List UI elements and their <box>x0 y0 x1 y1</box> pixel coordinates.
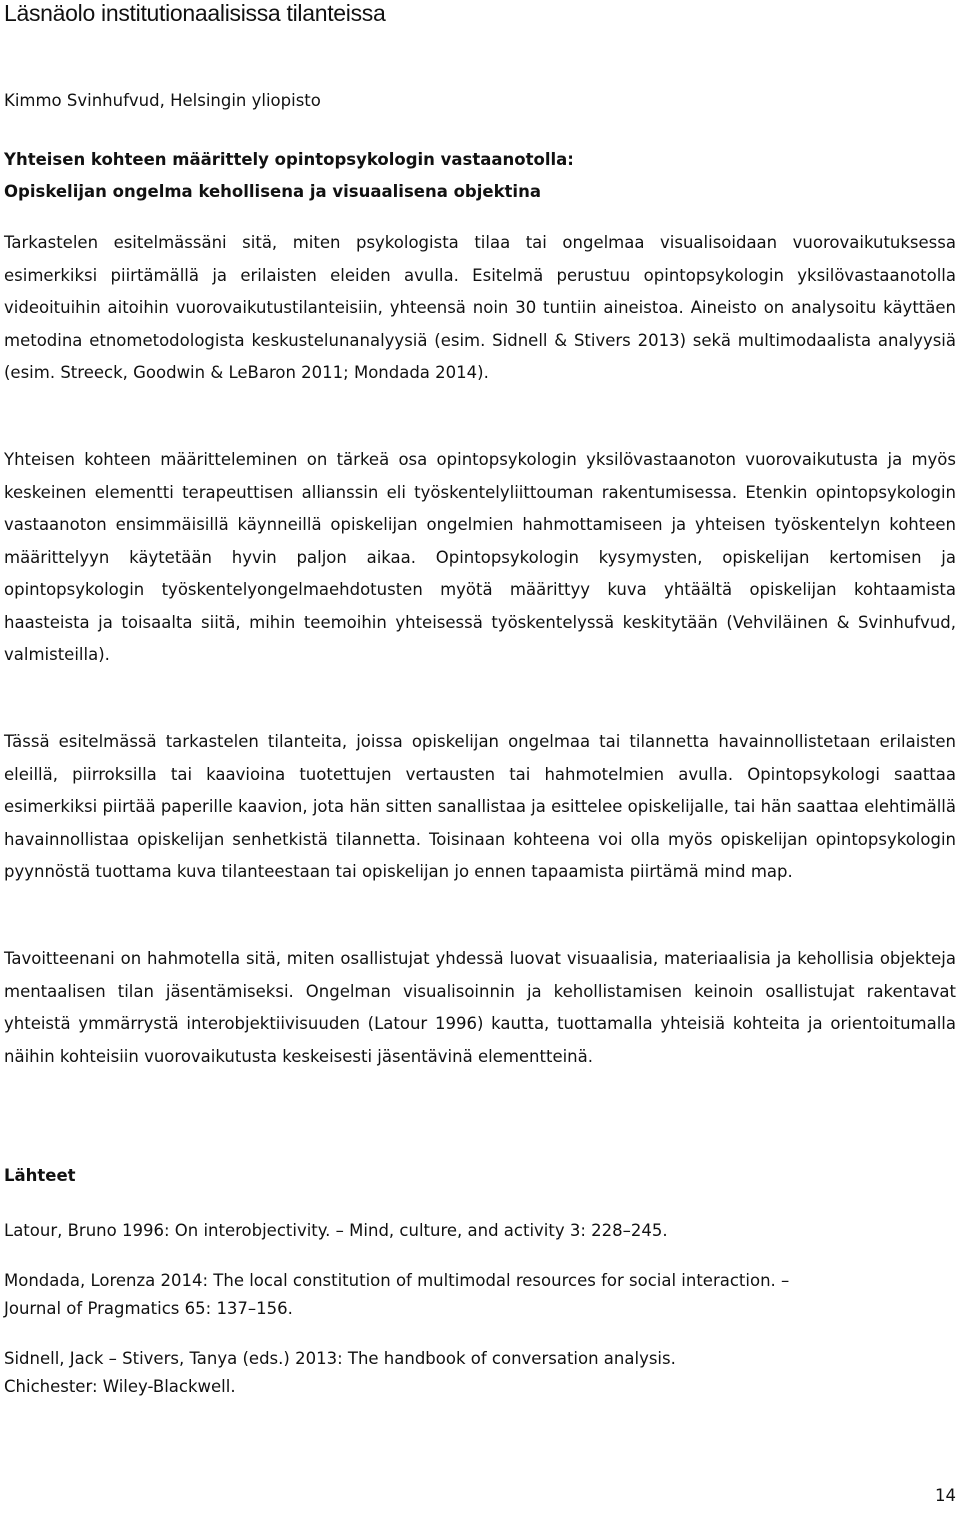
reference-line: Journal of Pragmatics 65: 137–156. <box>4 1299 293 1318</box>
reference-item <box>4 1217 956 1245</box>
reference-item <box>4 1267 956 1323</box>
references-heading: Lähteet <box>4 1166 76 1185</box>
subtitle-line-1: Yhteisen kohteen määrittely opintopsykologin vastaanotolla: <box>4 150 574 169</box>
paragraph-4: Tavoitteenani on hahmotella sitä, miten osallistujat yhdessä luovat visuaalisia, materiaalisia ja kehollisia objekteja mentaalisen tilan jäsentämiseksi. Ongelman visualisoinnin ja kehollistamisen keinoin osallistujat rakentavat yhteistä ymmärrystä interobjektiivisuuden (Latour 1996) kautta, tuottamalla yhteisiä kohteita ja orientoitumalla näihin kohteisiin vuorovaikutusta keskeisesti jäsentävinä elementteinä. <box>4 949 956 1066</box>
reference-line: Chichester: Wiley-Blackwell. <box>4 1377 236 1396</box>
paragraph-2: Yhteisen kohteen määritteleminen on tärkeä osa opintopsykologin yksilövastaanoton vuorovaikutusta ja myös keskeinen elementti terapeuttisen allianssin eli työskentelyliittouman rakentumisessa. Etenkin opintopsykologin vastaanoton ensimmäisillä käynneillä opiskelijan ongelmien hahmottamiseen ja yhteisen työskentelyn kohteen määrittelyyn käytetään hyvin paljon aikaa. Opintopsykologin kysymysten, opiskelijan kertomisen ja opintopsykologin työskentelyongelmaehdotusten myötä määrittyy kuva yhtäältä opiskelijan kohtaamista haasteista ja toisaalta siitä, mihin teemoihin yhteisessä työskentelyssä keskitytään (Vehviläinen & Svinhufvud, valmisteilla). <box>4 450 956 664</box>
page-number: 14 <box>935 1486 956 1505</box>
reference-item <box>4 1345 956 1401</box>
reference-line: Sidnell, Jack – Stivers, Tanya (eds.) 2013: The handbook of conversation analysis. <box>4 1349 676 1368</box>
document-title: Läsnäolo institutionaalisissa tilanteissa <box>4 0 386 26</box>
presentation-subtitle <box>4 144 574 208</box>
paragraph-1: Tarkastelen esitelmässäni sitä, miten psykologista tilaa tai ongelmaa visualisoidaan vuorovaikutuksessa esimerkiksi piirtämällä ja erilaisten eleiden avulla. Esitelmä perustuu opintopsykologin yksilövastaanotolla videoituihin aitoihin vuorovaikutustilanteisiin, yhteensä noin 30 tuntiin aineistoa. Aineisto on analysoitu käyttäen metodina etnometodologista keskustelunanalyysiä (esim. Sidnell & Stivers 2013) sekä multimodaalista analyysiä (esim. Streeck, Goodwin & LeBaron 2011; Mondada 2014). <box>4 233 956 382</box>
author-line: Kimmo Svinhufvud, Helsingin yliopisto <box>4 91 321 110</box>
reference-line: Mondada, Lorenza 2014: The local constitution of multimodal resources for social interaction. – <box>4 1271 790 1290</box>
paragraph-3: Tässä esitelmässä tarkastelen tilanteita, joissa opiskelijan ongelmaa tai tilannetta havainnollistetaan erilaisten eleillä, piirroksilla tai kaavioina tuotettujen vertausten tai hahmotelmien avulla. Opintopsykologi saattaa esimerkiksi piirtää paperille kaavion, jota hän sitten sanallistaa ja esittelee opiskelijalle, tai hän saattaa elehtimällä havainnollistaa opiskelijan senhetkistä tilannetta. Toisinaan kohteena voi olla myös opiskelijan opintopsykologin pyynnöstä tuottama kuva tilanteestaan tai opiskelijan jo ennen tapaamista piirtämä mind map. <box>4 732 956 881</box>
subtitle-line-2: Opiskelijan ongelma kehollisena ja visuaalisena objektina <box>4 182 541 201</box>
reference-line: Latour, Bruno 1996: On interobjectivity. – Mind, culture, and activity 3: 228–245. <box>4 1221 668 1240</box>
